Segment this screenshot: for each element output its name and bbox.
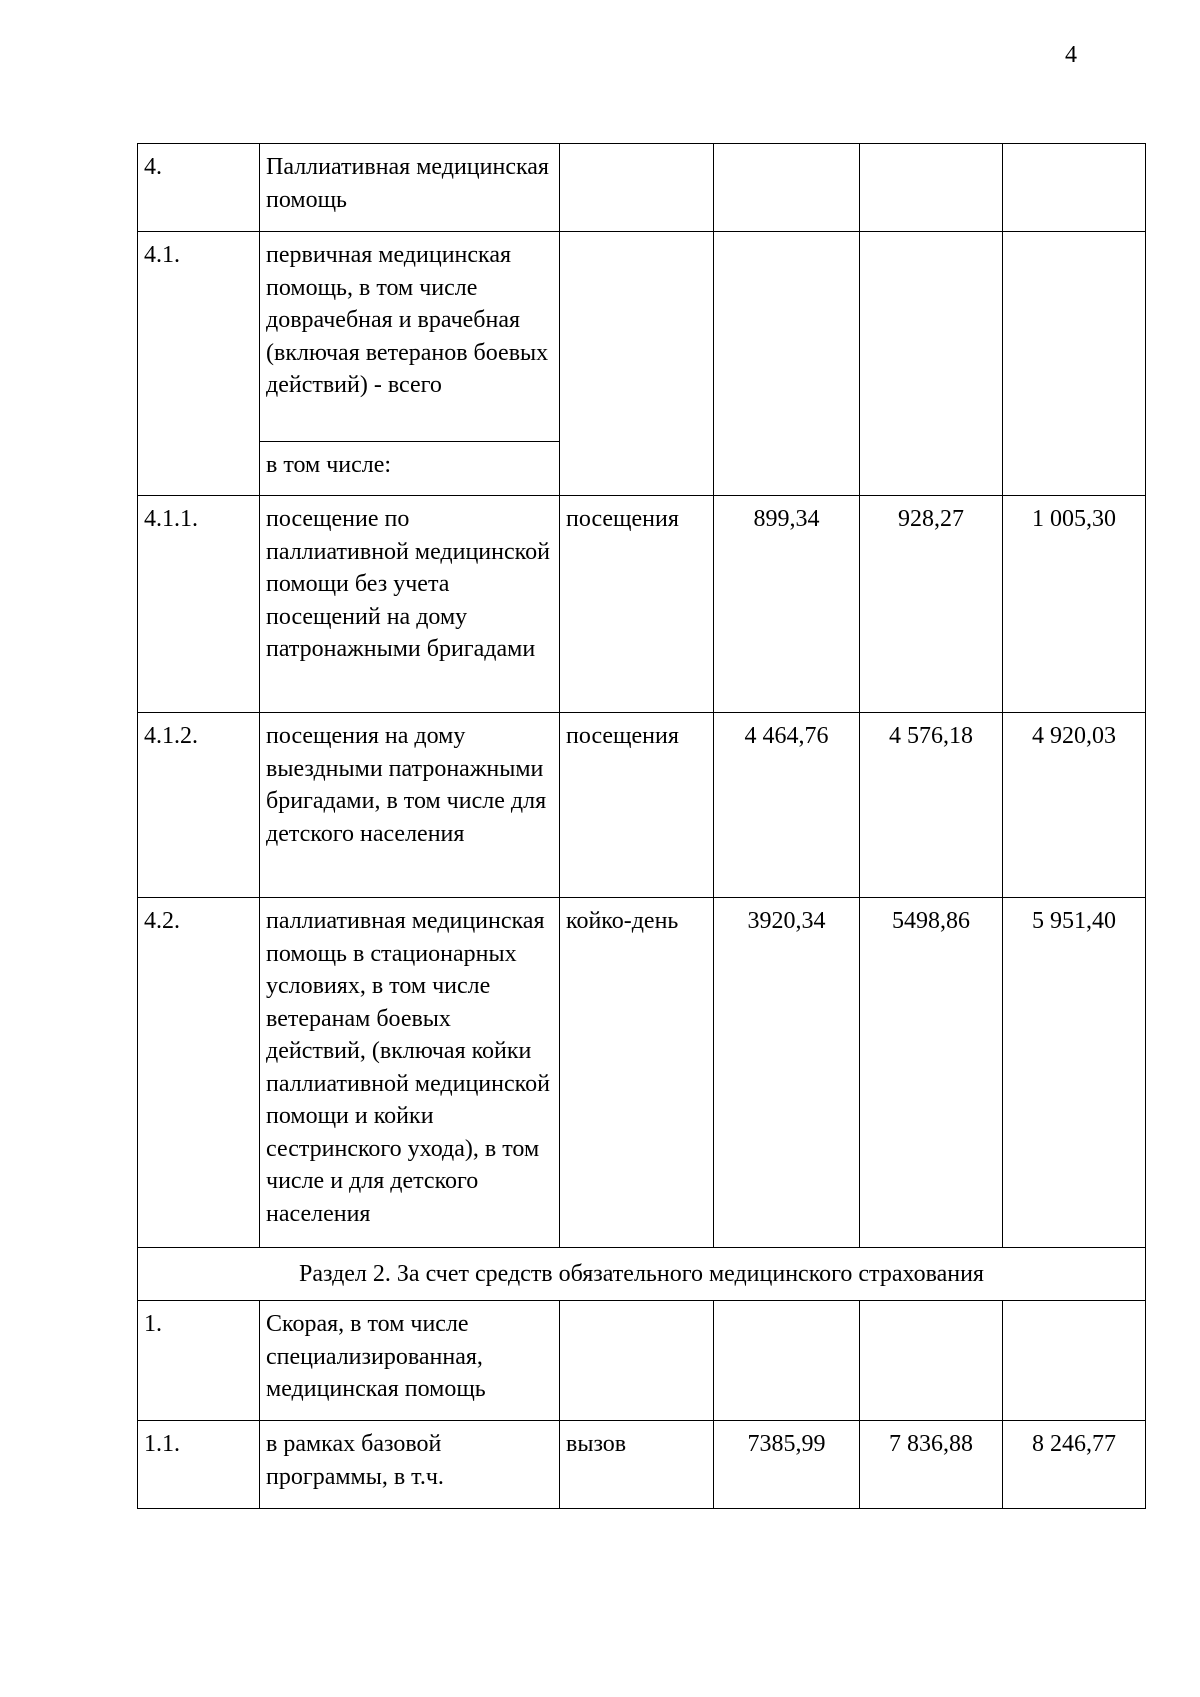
row-value-3: 5 951,40: [1003, 898, 1146, 1248]
row-value-1: 899,34: [714, 496, 860, 713]
row-code: 4.1.: [138, 232, 260, 496]
table-row: [138, 713, 1146, 898]
row-value-2: 4 576,18: [860, 713, 1003, 898]
row-code: 1.1.: [138, 1421, 260, 1509]
row-value-1: 4 464,76: [714, 713, 860, 898]
row-name: первичная медицинская помощь, в том числе доврачебная и врачебная (включая ветеранов боевых действий) - всего: [260, 232, 560, 442]
row-unit: посещения: [560, 496, 714, 713]
row-value-2: 5498,86: [860, 898, 1003, 1248]
row-value-1: [714, 144, 860, 232]
row-value-3: [1003, 232, 1146, 496]
table-row: [138, 1421, 1146, 1509]
row-code: 4.: [138, 144, 260, 232]
row-value-3: [1003, 1301, 1146, 1421]
row-unit: койко-день: [560, 898, 714, 1248]
row-value-2: [860, 144, 1003, 232]
row-code: 4.2.: [138, 898, 260, 1248]
row-subnote: в том числе:: [260, 442, 560, 496]
row-value-3: 4 920,03: [1003, 713, 1146, 898]
row-value-3: 8 246,77: [1003, 1421, 1146, 1509]
row-value-2: [860, 232, 1003, 496]
row-name: паллиативная медицинская помощь в стационарных условиях, в том числе ветеранам боевых действий, (включая койки паллиативной медицинской помощи и койки сестринского ухода), в том числе и для детского населения: [260, 898, 560, 1248]
row-unit: [560, 232, 714, 496]
table-row: [138, 1301, 1146, 1421]
row-value-3: [1003, 144, 1146, 232]
table-row: [138, 232, 1146, 442]
row-value-1: [714, 1301, 860, 1421]
table-row: [138, 898, 1146, 1248]
row-code: 4.1.1.: [138, 496, 260, 713]
row-value-2: [860, 1301, 1003, 1421]
section-row: [138, 1248, 1146, 1301]
table-row: [138, 144, 1146, 232]
row-value-2: 928,27: [860, 496, 1003, 713]
tariff-table: [137, 143, 1146, 1509]
row-unit: вызов: [560, 1421, 714, 1509]
row-unit: [560, 144, 714, 232]
row-name: посещения на дому выездными патронажными бригадами, в том числе для детского населения: [260, 713, 560, 898]
row-value-3: 1 005,30: [1003, 496, 1146, 713]
row-value-1: [714, 232, 860, 496]
row-code: 4.1.2.: [138, 713, 260, 898]
row-name: Скорая, в том числе специализированная, медицинская помощь: [260, 1301, 560, 1421]
row-value-2: 7 836,88: [860, 1421, 1003, 1509]
table-row: [138, 496, 1146, 713]
row-value-1: 7385,99: [714, 1421, 860, 1509]
row-unit: [560, 1301, 714, 1421]
row-code: 1.: [138, 1301, 260, 1421]
row-name: посещение по паллиативной медицинской помощи без учета посещений на дому патронажными бригадами: [260, 496, 560, 713]
row-value-1: 3920,34: [714, 898, 860, 1248]
row-name: в рамках базовой программы, в т.ч.: [260, 1421, 560, 1509]
row-name: Паллиативная медицинская помощь: [260, 144, 560, 232]
page-number: 4: [1065, 42, 1077, 68]
section-header: Раздел 2. За счет средств обязательного медицинского страхования: [138, 1248, 1146, 1301]
row-unit: посещения: [560, 713, 714, 898]
